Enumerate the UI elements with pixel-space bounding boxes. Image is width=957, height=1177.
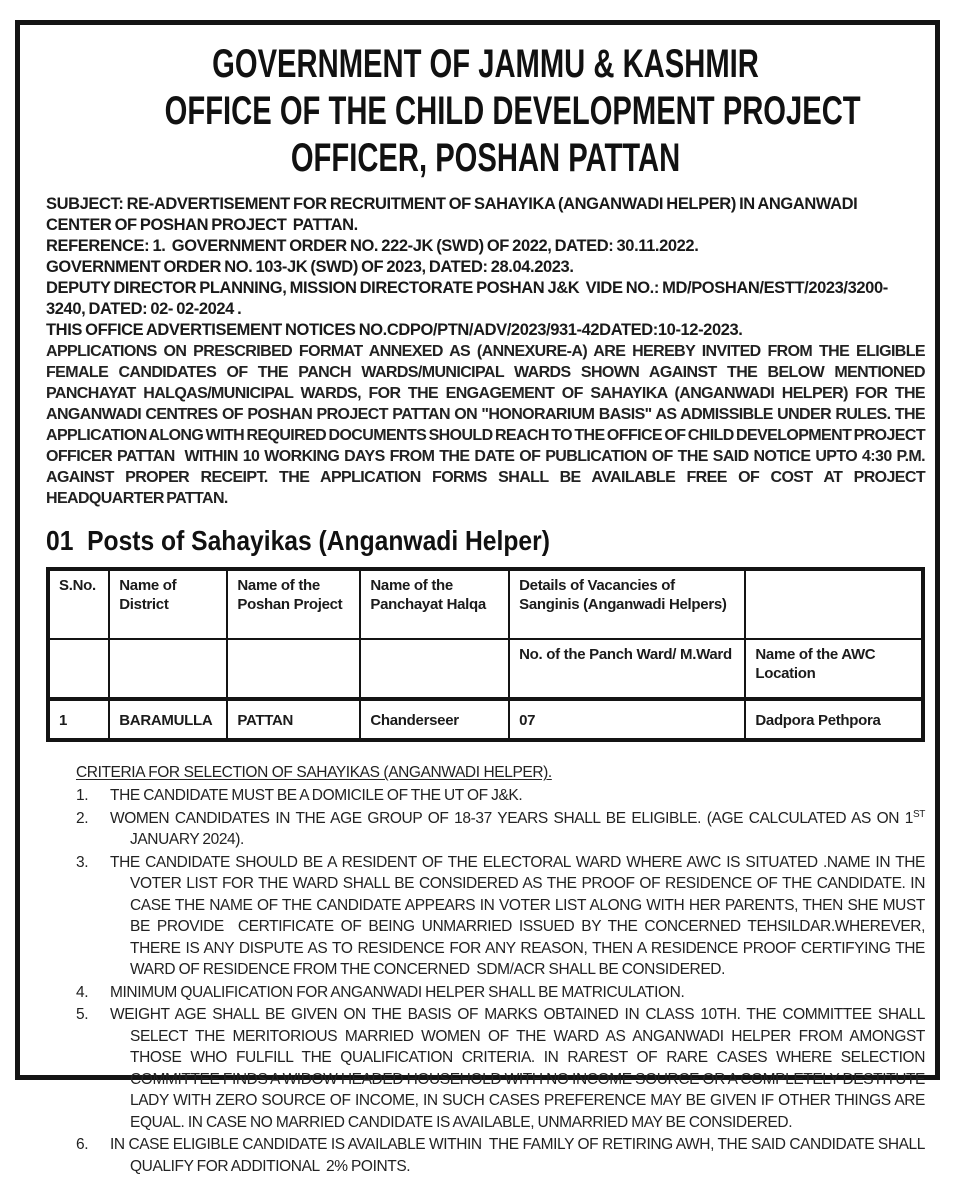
criteria-heading: CRITERIA FOR SELECTION OF SAHAYIKAS (ANGANWADI HELPER). [76, 764, 552, 781]
reference-line-4: THIS OFFICE ADVERTISEMENT NOTICES NO.CDPO/PTN/ADV/2023/931-42DATED:10-12-2023. [46, 321, 743, 339]
subject-line: SUBJECT: RE-ADVERTISEMENT FOR RECRUITMENT OF SAHAYIKA (ANGANWADI HELPER) IN ANGANWADI CENTER OF POSHAN PROJECT PATTAN. [46, 195, 861, 234]
subheader-cell-empty-2 [109, 639, 227, 699]
table-header-row-1 [48, 569, 923, 639]
criteria-item-number: 6. [76, 1136, 89, 1153]
vacancies-table [46, 567, 925, 742]
criteria-item-text: THE CANDIDATE SHOULD BE A RESIDENT OF THE ELECTORAL WARD WHERE AWC IS SITUATED .NAME IN THE VOTER LIST FOR THE WARD SHALL BE CONSIDERED AS THE PROOF OF RESIDENCE OF THE CANDIDATE. IN CASE THE NAME OF THE CANDIDATE APPEARS IN VOTER LIST ALONG WITH HER PARENTS, THEN SHE MUST BE PROVIDE CERTIFICATE OF BEING UNMARRIED ISSUED BY THE CONCERNED TEHSILDAR.WHEREVER, THERE IS ANY DISPUTE AS TO RESIDENCE FOR ANY REASON, THEN A RESIDENCE PROOF CERTIFYING THE WARD OF RESIDENCE FROM THE CONCERNED SDM/ACR SHALL BE CONSIDERED. [110, 853, 929, 978]
subheader-cell-empty-3 [227, 639, 360, 699]
cell-poshan-project: PATTAN [227, 699, 360, 740]
cell-ward-number: 07 [509, 699, 745, 740]
ordinal-superscript: ST [913, 808, 925, 820]
criteria-section [46, 764, 929, 1177]
criteria-item-text: MINIMUM QUALIFICATION FOR ANGANWADI HELPER SHALL BE MATRICULATION. [110, 983, 685, 1001]
cell-sno: 1 [48, 699, 109, 740]
table-row [48, 699, 923, 740]
table-header-row-2 [48, 639, 923, 699]
cell-panchayat-halqa: Chanderseer [360, 699, 509, 740]
criteria-item-4 [46, 982, 925, 1004]
criteria-item-text: THE CANDIDATE MUST BE A DOMICILE OF THE UT OF J&K. [110, 787, 523, 804]
title-line-1: GOVERNMENT OF JAMMU & KASHMIR [212, 42, 759, 86]
reference-line-3: DEPUTY DIRECTOR PLANNING, MISSION DIRECTORATE POSHAN J&K VIDE NO.: MD/POSHAN/ESTT/2023/3200-3240, DATED: 02- 02-2024 . [46, 279, 888, 318]
criteria-item-number: 4. [76, 983, 89, 1001]
header-cell-empty [745, 569, 923, 639]
header-cell-poshan-project: Name of the Poshan Project [227, 569, 360, 639]
applications-paragraph: APPLICATIONS ON PRESCRIBED FORMAT ANNEXED AS (ANNEXURE-A) ARE HEREBY INVITED FROM THE ELIGIBLE FEMALE CANDIDATES OF THE PANCH WARDS/MUNICIPAL WARDS SHOWN AGAINST THE BELOW MENTIONED PANCHAYAT HALQAS/MUNICIPAL WARDS, FOR THE ENGAGEMENT OF SAHAYIKA (ANGANWADI HELPER) FOR THE ANGANWADI CENTRES OF POSHAN PROJECT PATTAN ON "HONORARIUM BASIS" AS ADMISSIBLE UNDER RULES. THE APPLICATION ALONG WITH REQUIRED DOCUMENTS SHOULD REACH TO THE OFFICE OF CHILD DEVELOPMENT PROJECT OFFICER PATTAN WITHIN 10 WORKING DAYS FROM THE DATE OF PUBLICATION OF THE SAID NOTICE UPTO 4:30 P.M. AGAINST PROPER RECEIPT. THE APPLICATION FORMS SHALL BE AVAILABLE FREE OF COST AT PROJECT HEADQUARTER PATTAN. [46, 343, 928, 507]
header-cell-panchayat-halqa: Name of the Panchayat Halqa [360, 569, 509, 639]
document-border-frame [15, 20, 940, 1175]
criteria-item-text: WOMEN CANDIDATES IN THE AGE GROUP OF 18-37 YEARS SHALL BE ELIGIBLE. (AGE CALCULATED AS ON 1ST JANUARY 2024). [110, 808, 929, 848]
subject-reference-block [46, 194, 925, 341]
subheader-cell-awc-location: Name of the AWC Location [745, 639, 923, 699]
criteria-item-text: IN CASE ELIGIBLE CANDIDATE IS AVAILABLE WITHIN THE FAMILY OF RETIRING AWH, THE SAID CANDIDATE SHALL QUALIFY FOR ADDITIONAL 2% POINTS. [110, 1136, 929, 1175]
posts-section-heading: 01 Posts of Sahayikas (Anganwadi Helper) [46, 525, 550, 556]
criteria-item-number: 1. [76, 787, 89, 804]
criteria-item-5 [46, 1004, 929, 1133]
subheader-cell-panch-ward: No. of the Panch Ward/ M.Ward [509, 639, 745, 699]
criteria-item-3 [46, 852, 929, 981]
title-line-3: OFFICER, POSHAN PATTAN [290, 136, 681, 180]
criteria-item-number: 3. [76, 853, 89, 871]
header-cell-district: Name of District [109, 569, 227, 639]
title-line-2: OFFICE OF THE CHILD DEVELOPMENT PROJECT [164, 89, 861, 133]
criteria-item-1 [46, 785, 925, 807]
reference-line-1: REFERENCE: 1. GOVERNMENT ORDER NO. 222-JK (SWD) OF 2022, DATED: 30.11.2022. [46, 237, 699, 255]
criteria-item-6 [46, 1134, 929, 1177]
criteria-item-number: 5. [76, 1006, 89, 1023]
cell-awc-location: Dadpora Pethpora [745, 699, 923, 740]
document-title [46, 41, 925, 182]
subheader-cell-empty-1 [48, 639, 109, 699]
criteria-item-text: WEIGHT AGE SHALL BE GIVEN ON THE BASIS OF MARKS OBTAINED IN CLASS 10TH. THE COMMITTEE SHALL SELECT THE MERITORIOUS MARRIED WOMEN OF THE WARD AS ANGANWADI HELPER FROM AMONGST THOSE WHO FULFILL THE QUALIFICATION CRITERIA. IN RAREST OF RARE CASES WHERE SELECTION COMMITTEE FINDS A WIDOW HEADED HOUSEHOLD WITH NO INCOME SOURCE OR A COMPLETELY DESTITUTE LADY WITH ZERO SOURCE OF INCOME, IN SUCH CASES PREFERENCE MAY BE GIVEN IF OTHER THINGS ARE EQUAL. IN CASE NO MARRIED CANDIDATE IS AVAILABLE, UNMARRIED MAY BE CONSIDERED. [110, 1006, 929, 1131]
reference-line-2: GOVERNMENT ORDER NO. 103-JK (SWD) OF 2023, DATED: 28.04.2023. [46, 258, 574, 276]
criteria-item-number: 2. [76, 809, 89, 827]
cell-district: BARAMULLA [109, 699, 227, 740]
criteria-item-2 [46, 808, 929, 851]
header-cell-vacancy-details: Details of Vacancies of Sanginis (Anganwadi Helpers) [509, 569, 745, 639]
header-cell-sno: S.No. [48, 569, 109, 639]
subheader-cell-empty-4 [360, 639, 509, 699]
